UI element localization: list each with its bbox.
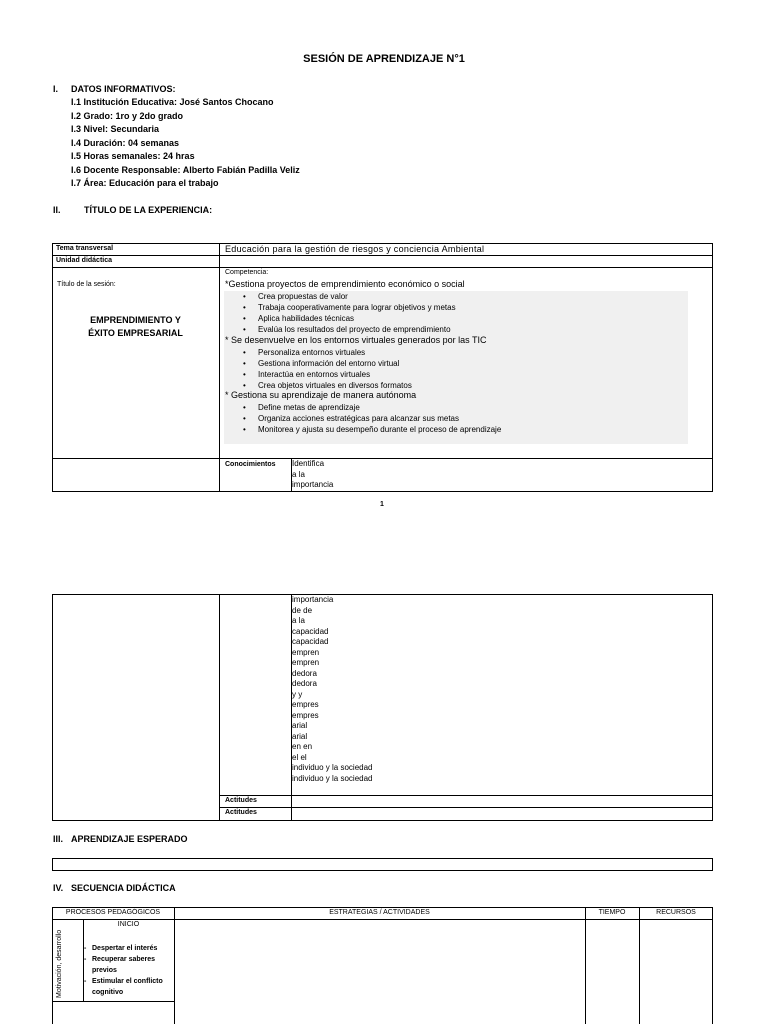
conocimientos-line: individuo y la sociedad <box>292 773 373 783</box>
list-item: • Aplica habilidades técnicas <box>258 313 456 324</box>
section-2-number: II. <box>53 205 61 215</box>
row-divider <box>219 795 713 796</box>
conocimientos-line: el el <box>292 752 307 762</box>
conocimientos-line: importancia <box>292 595 334 604</box>
header-procesos: PROCESOS PEDAGÓGICOS <box>65 909 161 916</box>
actitudes-label: Actitudes <box>225 809 257 816</box>
info-item: I.6 Docente Responsable: Alberto Fabián Padilla Veliz <box>71 164 300 175</box>
conocimientos-line: a la <box>292 469 305 479</box>
conocimientos-line: en en <box>292 742 313 751</box>
list-item: • Trabaja cooperativamente para lograr objetivos y metas <box>258 302 456 313</box>
tema-transversal-label: Tema transversal <box>56 245 114 252</box>
list-item: • Evalúa los resultados del proyecto de emprendimiento <box>258 324 456 335</box>
competency-3: * Gestiona su aprendizaje de manera autónoma <box>225 390 417 400</box>
tema-transversal-value: Educación para la gestión de riesgos y conciencia Ambiental <box>225 244 485 254</box>
column-divider <box>585 907 586 1024</box>
actitudes-label: Actitudes <box>225 797 257 804</box>
conocimientos-text <box>292 459 333 491</box>
conocimientos-line: individuo y la sociedad <box>292 763 373 772</box>
section-2-title: TÍTULO DE LA EXPERIENCIA: <box>84 205 213 215</box>
document-title: SESIÓN DE APRENDIZAJE N°1 <box>303 53 465 65</box>
inicio-label: INICIO <box>117 921 140 928</box>
column-divider <box>219 594 220 821</box>
header-divider <box>52 919 713 920</box>
conocimientos-line: empren <box>292 647 320 657</box>
conocimientos-line: empres <box>292 710 319 720</box>
competency-1: *Gestiona proyectos de emprendimiento económico o social <box>225 279 465 289</box>
conocimientos-text-continued <box>292 595 373 784</box>
list-item: • Personaliza entornos virtuales <box>258 347 412 358</box>
list-item: - Despertar el interés <box>84 945 158 952</box>
unidad-didactica-label: Unidad didáctica <box>56 257 113 264</box>
competency-1-list <box>258 291 456 335</box>
conocimientos-line: y y <box>292 689 303 699</box>
info-item: I.7 Área: Educación para el trabajo <box>71 178 219 188</box>
competency-2: * Se desenvuelve en los entornos virtuales generados por las TIC <box>225 335 487 345</box>
competency-2-list <box>258 347 412 391</box>
row-divider <box>52 267 713 268</box>
conocimientos-line: de de <box>292 605 313 615</box>
titulo-sesion-value <box>52 314 219 340</box>
list-item: - Recuperar saberes previos <box>84 956 156 974</box>
header-estrategias: ESTRATEGIAS / ACTIVIDADES <box>329 909 430 916</box>
list-item: • Organiza acciones estratégicas para alcanzar sus metas <box>258 413 501 424</box>
section-3-number: III. <box>53 834 64 844</box>
column-divider <box>639 907 640 1024</box>
continuation-table-border <box>52 594 713 821</box>
conocimientos-line: capacidad <box>292 626 329 636</box>
info-item: I.2 Grado: 1ro y 2do grado <box>71 110 184 121</box>
list-item: • Define metas de aprendizaje <box>258 402 501 413</box>
conocimientos-line: arial <box>292 721 308 730</box>
conocimientos-line: a la <box>292 616 305 625</box>
info-item: I.1 Institución Educativa: José Santos Chocano <box>71 97 274 107</box>
conocimientos-line: capacidad <box>292 637 329 646</box>
conocimientos-line: empren <box>292 658 320 667</box>
page-number: 1 <box>380 501 384 508</box>
info-item: I.5 Horas semanales: 24 hras <box>71 151 195 161</box>
list-item: • Crea objetos virtuales en diversos formatos <box>258 380 412 391</box>
list-item: - Estimular el conflicto cognitivo <box>84 978 163 996</box>
info-item: I.4 Duración: 04 semanas <box>71 137 180 148</box>
side-label: Motivación, desarrollo <box>56 929 63 998</box>
competency-3-list <box>258 402 501 435</box>
section-1-title: DATOS INFORMATIVOS: <box>71 84 176 94</box>
aprendizaje-esperado-box <box>52 858 713 871</box>
list-item: • Monitorea y ajusta su desempeño durante el proceso de aprendizaje <box>258 424 501 435</box>
titulo-line-2: ÉXITO EMPRESARIAL <box>88 328 183 338</box>
row-divider <box>52 255 713 256</box>
section-4-title: SECUENCIA DIDÁCTICA <box>71 883 176 893</box>
section-4-number: IV. <box>53 883 64 893</box>
column-divider <box>219 243 220 492</box>
info-list <box>71 96 300 191</box>
conocimientos-line: dedora <box>292 679 317 688</box>
conocimientos-line: arial <box>292 731 308 741</box>
conocimientos-line: importancia <box>292 480 334 489</box>
column-divider <box>174 907 175 1024</box>
header-recursos: RECURSOS <box>656 909 696 916</box>
info-item: I.3 Nivel: Secundaria <box>71 124 160 134</box>
section-3-title: APRENDIZAJE ESPERADO <box>71 834 188 844</box>
row-divider <box>219 807 713 808</box>
conocimientos-line: Identifica <box>292 459 325 468</box>
section-1-number: I. <box>53 84 59 94</box>
conocimientos-line: empres <box>292 700 319 709</box>
competencia-label: Competencia: <box>225 269 269 276</box>
conocimientos-line: dedora <box>292 668 317 678</box>
header-tiempo: TIEMPO <box>598 909 626 916</box>
list-item: • Gestiona información del entorno virtual <box>258 358 412 369</box>
row-divider <box>52 458 713 459</box>
list-item: • Interactúa en entornos virtuales <box>258 369 412 380</box>
titulo-line-1: EMPRENDIMIENTO Y <box>90 315 181 325</box>
conocimientos-label: Conocimientos <box>225 461 276 468</box>
titulo-sesion-label: Título de la sesión: <box>57 281 116 288</box>
row-divider <box>52 1001 174 1002</box>
list-item: • Crea propuestas de valor <box>258 291 456 302</box>
inicio-items <box>84 943 173 998</box>
